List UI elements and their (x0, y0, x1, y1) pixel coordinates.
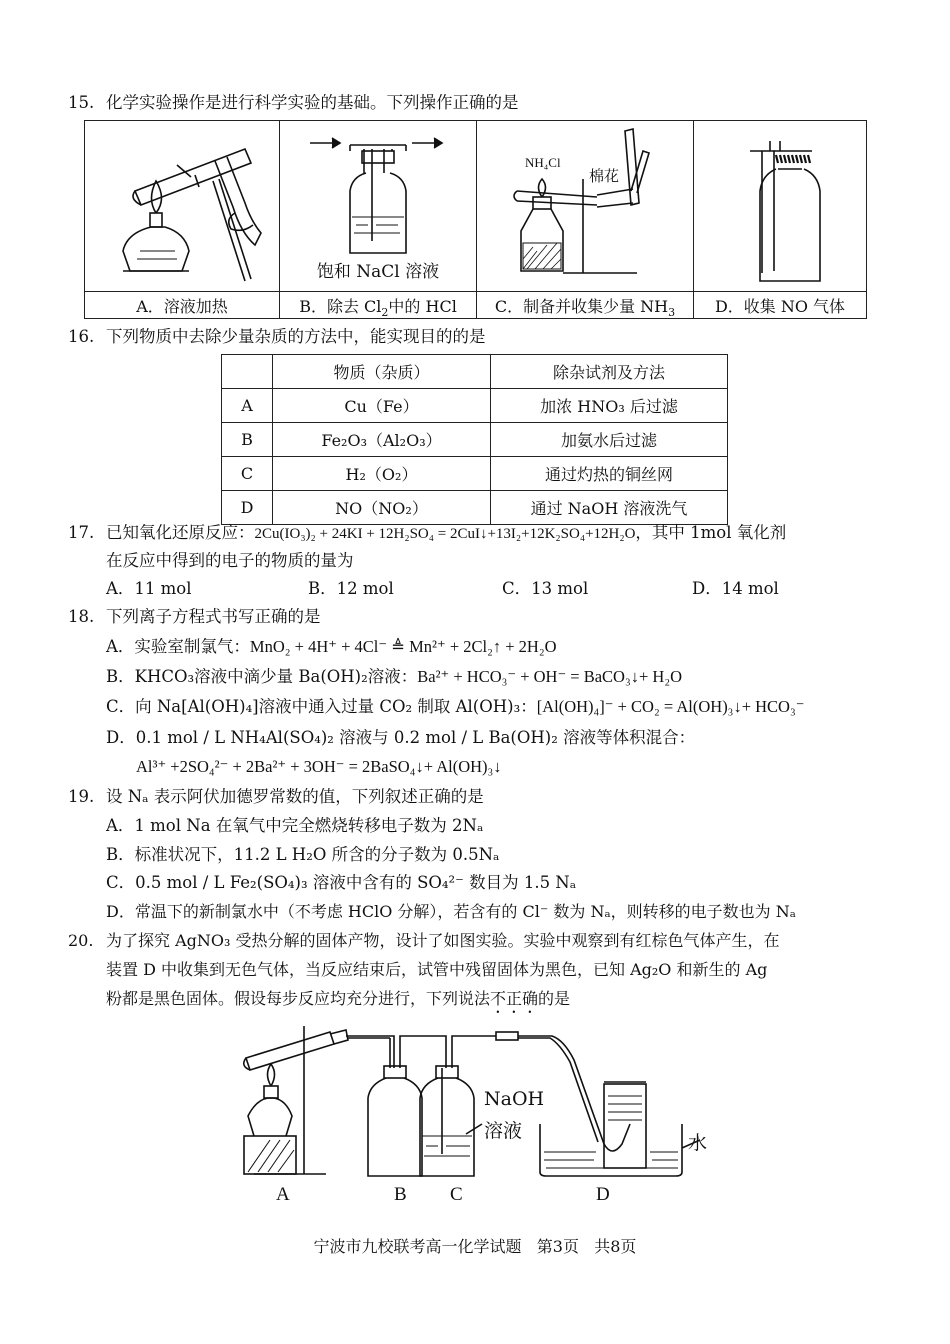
q18-option-b: B．KHCO₃溶液中滴少量 Ba(OH)₂溶液：Ba²⁺ + HCO₃⁻ + OH⁻ = BaCO₃↓+ H₂O (106, 667, 682, 686)
table-row: D NO（NO₂） 通过 NaOH 溶液洗气 (222, 491, 728, 525)
q20-label-b: B (394, 1184, 407, 1205)
fig-d-cell (694, 121, 867, 292)
q17-option-d: D．14 mol (692, 579, 779, 598)
q20-apparatus-figure (234, 1024, 714, 1212)
q15-stem: 15. 化学实验操作是进行科学实验的基础。下列操作正确的是 (68, 93, 519, 112)
ammonia-preparation-diagram (477, 121, 693, 291)
q18-option-a: A．实验室制氯气：MnO₂ + 4H⁺ + 4Cl⁻ ≜ Mn²⁺ + 2Cl₂↑ + 2H₂O (106, 637, 557, 656)
q19-option-a: A．1 mol Na 在氧气中完全燃烧转移电子数为 2Nₐ (106, 816, 484, 835)
q20-label-c: C (450, 1184, 463, 1205)
fig-c-caption: C．制备并收集少量 $NH_3$ (477, 292, 694, 319)
q20-label-d: D (596, 1184, 610, 1205)
q17-option-a: A．11 mol (106, 579, 192, 598)
fig-c-nh4cl-label: NH₄Cl (525, 155, 561, 170)
table-row: A Cu（Fe） 加浓 HNO₃ 后过滤 (222, 389, 728, 423)
q18-option-d: D．0.1 mol / L NH₄Al(SO₄)₂ 溶液与 0.2 mol / L Ba(OH)₂ 溶液等体积混合： (106, 728, 696, 747)
fig-a-cell (85, 121, 280, 292)
fig-b-label: 饱和 NaCl 溶液 (316, 262, 440, 282)
q19-stem: 19. 设 Nₐ 表示阿伏加德罗常数的值，下列叙述正确的是 (68, 787, 484, 806)
q16-stem: 16. 下列物质中去除少量杂质的方法中，能实现目的的是 (68, 327, 486, 346)
q15-figure-table (84, 120, 867, 319)
fig-d-caption: D．收集 NO 气体 (694, 292, 867, 319)
table-row: C H₂（O₂） 通过灼热的铜丝网 (222, 457, 728, 491)
q20-water-label: 水 (688, 1132, 708, 1154)
fig-a-caption: A．溶液加热 (85, 292, 280, 319)
fig-b-caption: B．除去 $Cl_2$中的 HCl (280, 292, 477, 319)
q19-option-b: B．标准状况下，11.2 L H₂O 所含的分子数为 0.5Nₐ (106, 845, 500, 864)
q20-stem-line2: 装置 D 中收集到无色气体，当反应结束后，试管中残留固体为黑色，已知 Ag₂O 和新生的 Ag (106, 960, 768, 979)
alcohol-lamp-heating-diagram (85, 121, 279, 291)
agno3-decomposition-apparatus-diagram (234, 1024, 714, 1186)
fig-c-cotton-label: 棉花 (589, 167, 620, 185)
q20-stem-line1: 20. 为了探究 AgNO₃ 受热分解的固体产物，设计了如图实验。实验中观察到有红棕色气体产生，在 (68, 931, 780, 950)
table-row: B Fe₂O₃（Al₂O₃） 加氨水后过滤 (222, 423, 728, 457)
q20-naoh-label: NaOH (484, 1088, 545, 1110)
q17-stem-line2: 在反应中得到的电子的物质的量为 (106, 551, 354, 570)
fig-b-cell (280, 121, 477, 292)
q17-stem: 17. 已知氧化还原反应：2Cu(IO₃)₂ + 24KI + 12H₂SO₄ = 2CuI↓+13I₂+12K₂SO₄+12H₂O，其中 1mol 氧化剂 (68, 523, 787, 542)
q18-option-d-equation: Al³⁺ +2SO₄²⁻ + 2Ba²⁺ + 3OH⁻ = 2BaSO₄↓+ Al(OH)₃↓ (136, 757, 502, 776)
q19-option-d: D．常温下的新制氯水中（不考虑 HClO 分解），若含有的 Cl⁻ 数为 Nₐ，则转移的电子数也为 Nₐ (106, 902, 796, 921)
gas-collecting-bottle-diagram (694, 121, 866, 291)
q17-option-b: B．12 mol (308, 579, 394, 598)
fig-c-cell (477, 121, 694, 292)
q16-table (221, 354, 728, 525)
q20-solution-label: 溶液 (484, 1120, 523, 1142)
table-row: 物质（杂质） 除杂试剂及方法 (222, 355, 728, 389)
page-footer: 宁波市九校联考高一化学试题 第3页 共8页 (313, 1237, 637, 1256)
q18-stem: 18. 下列离子方程式书写正确的是 (68, 607, 321, 626)
q20-label-a: A (276, 1184, 290, 1205)
gas-washing-bottle-diagram (280, 121, 476, 261)
q20-stem-line3: 粉都是黑色固体。假设每步反应均充分进行，下列说法不正确的是 (106, 989, 571, 1008)
q17-option-c: C．13 mol (502, 579, 589, 598)
q19-option-c: C．0.5 mol / L Fe₂(SO₄)₃ 溶液中含有的 SO₄²⁻ 数目为 1.5 Nₐ (106, 873, 577, 892)
q18-option-c: C．向 Na[Al(OH)₄]溶液中通入过量 CO₂ 制取 Al(OH)₃：[Al(OH)₄]⁻ + CO₂ = Al(OH)₃↓+ HCO₃⁻ (106, 697, 805, 716)
